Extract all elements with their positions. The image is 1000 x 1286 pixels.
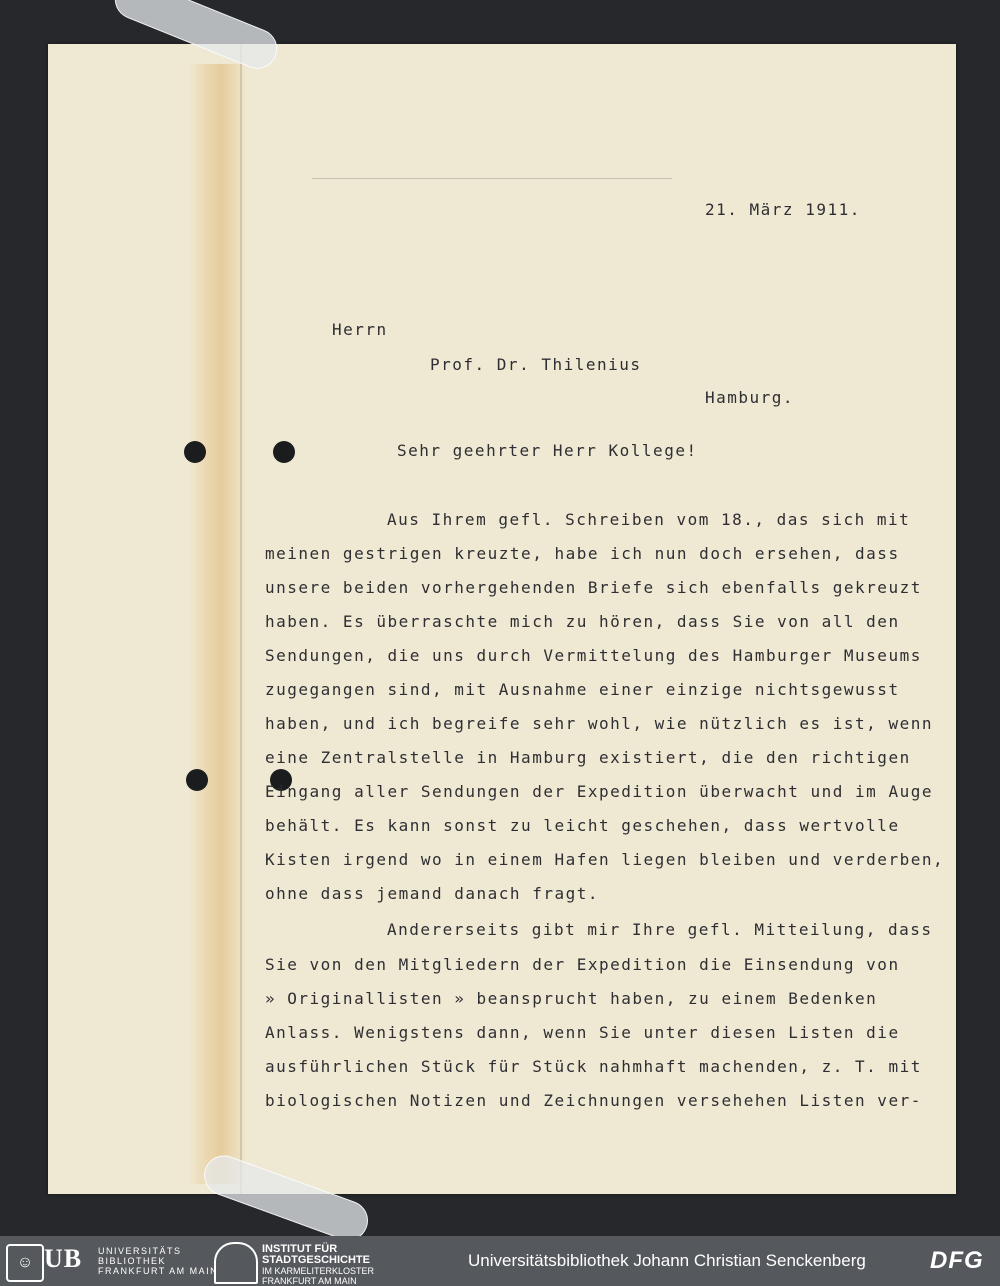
letter-greeting: Sehr geehrter Herr Kollege! — [397, 441, 698, 460]
isg-logo-line: FRANKFURT AM MAIN — [262, 1276, 357, 1286]
isg-logo-line: IM KARMELITERKLOSTER — [262, 1266, 375, 1276]
dfg-logo[interactable]: DFG — [930, 1247, 984, 1274]
punch-hole — [186, 769, 208, 791]
footer-bar — [0, 1236, 1000, 1286]
ub-logo-text[interactable] — [98, 1246, 218, 1276]
body-line: Sie von den Mitgliedern der Expedition die Einsendung von — [265, 955, 900, 974]
body-line: Anlass. Wenigstens dann, wenn Sie unter diesen Listen die — [265, 1023, 900, 1042]
address-salutation: Herrn — [332, 320, 388, 339]
body-line: biologischen Notizen und Zeichnungen versehehen Listen ver- — [265, 1091, 922, 1110]
body-line: unsere beiden vorhergehenden Briefe sich ebenfalls gekreuzt — [265, 578, 922, 597]
body-line: Aus Ihrem gefl. Schreiben vom 18., das sich mit — [387, 510, 911, 529]
body-line: » Originallisten » beansprucht haben, zu einem Bedenken — [265, 989, 878, 1008]
body-line: haben. Es überraschte mich zu hören, dass Sie von all den — [265, 612, 900, 631]
letter-date: 21. März 1911. — [705, 200, 861, 219]
address-name: Prof. Dr. Thilenius — [430, 355, 642, 374]
body-line: Sendungen, die uns durch Vermittelung des Hamburger Museums — [265, 646, 922, 665]
body-line: Eingang aller Sendungen der Expedition überwacht und im Auge — [265, 782, 933, 801]
body-line: ohne dass jemand danach fragt. — [265, 884, 599, 903]
punch-hole — [184, 441, 206, 463]
ub-logo-line: FRANKFURT AM MAIN — [98, 1266, 219, 1276]
body-line: ausführlichen Stück für Stück nahmhaft machenden, z. T. mit — [265, 1057, 922, 1076]
ub-logo-line: UNIVERSITÄTS — [98, 1246, 182, 1256]
punch-hole — [273, 441, 295, 463]
isg-logo-line: STADTGESCHICHTE — [262, 1254, 370, 1266]
body-line: behält. Es kann sonst zu leicht geschehen, dass wertvolle — [265, 816, 900, 835]
paper-fold — [240, 44, 242, 1194]
library-name: Universitätsbibliothek Johann Christian Senckenberg — [468, 1251, 866, 1270]
body-line: haben, und ich begreife sehr wohl, wie nützlich es ist, wenn — [265, 714, 933, 733]
letterhead-rule — [312, 178, 672, 179]
isg-logo-text[interactable] — [262, 1244, 374, 1286]
body-line: Andererseits gibt mir Ihre gefl. Mitteilung, dass — [387, 920, 933, 939]
body-line: eine Zentralstelle in Hamburg existiert, die den richtigen — [265, 748, 911, 767]
arch-icon[interactable] — [214, 1242, 258, 1284]
ub-logo-letters[interactable]: UB — [44, 1244, 83, 1273]
body-line: Kisten irgend wo in einem Hafen liegen bleiben und verderben, — [265, 850, 945, 869]
address-city: Hamburg. — [705, 388, 795, 407]
body-line: meinen gestrigen kreuzte, habe ich nun doch ersehen, dass — [265, 544, 900, 563]
portrait-seal-icon[interactable]: ☺ — [6, 1244, 44, 1282]
body-line: zugegangen sind, mit Ausnahme einer einzige nichtsgewusst — [265, 680, 900, 699]
ub-logo-line: BIBLIOTHEK — [98, 1256, 167, 1266]
isg-logo-line: INSTITUT FÜR — [262, 1243, 338, 1255]
paper-stain — [188, 64, 248, 1184]
